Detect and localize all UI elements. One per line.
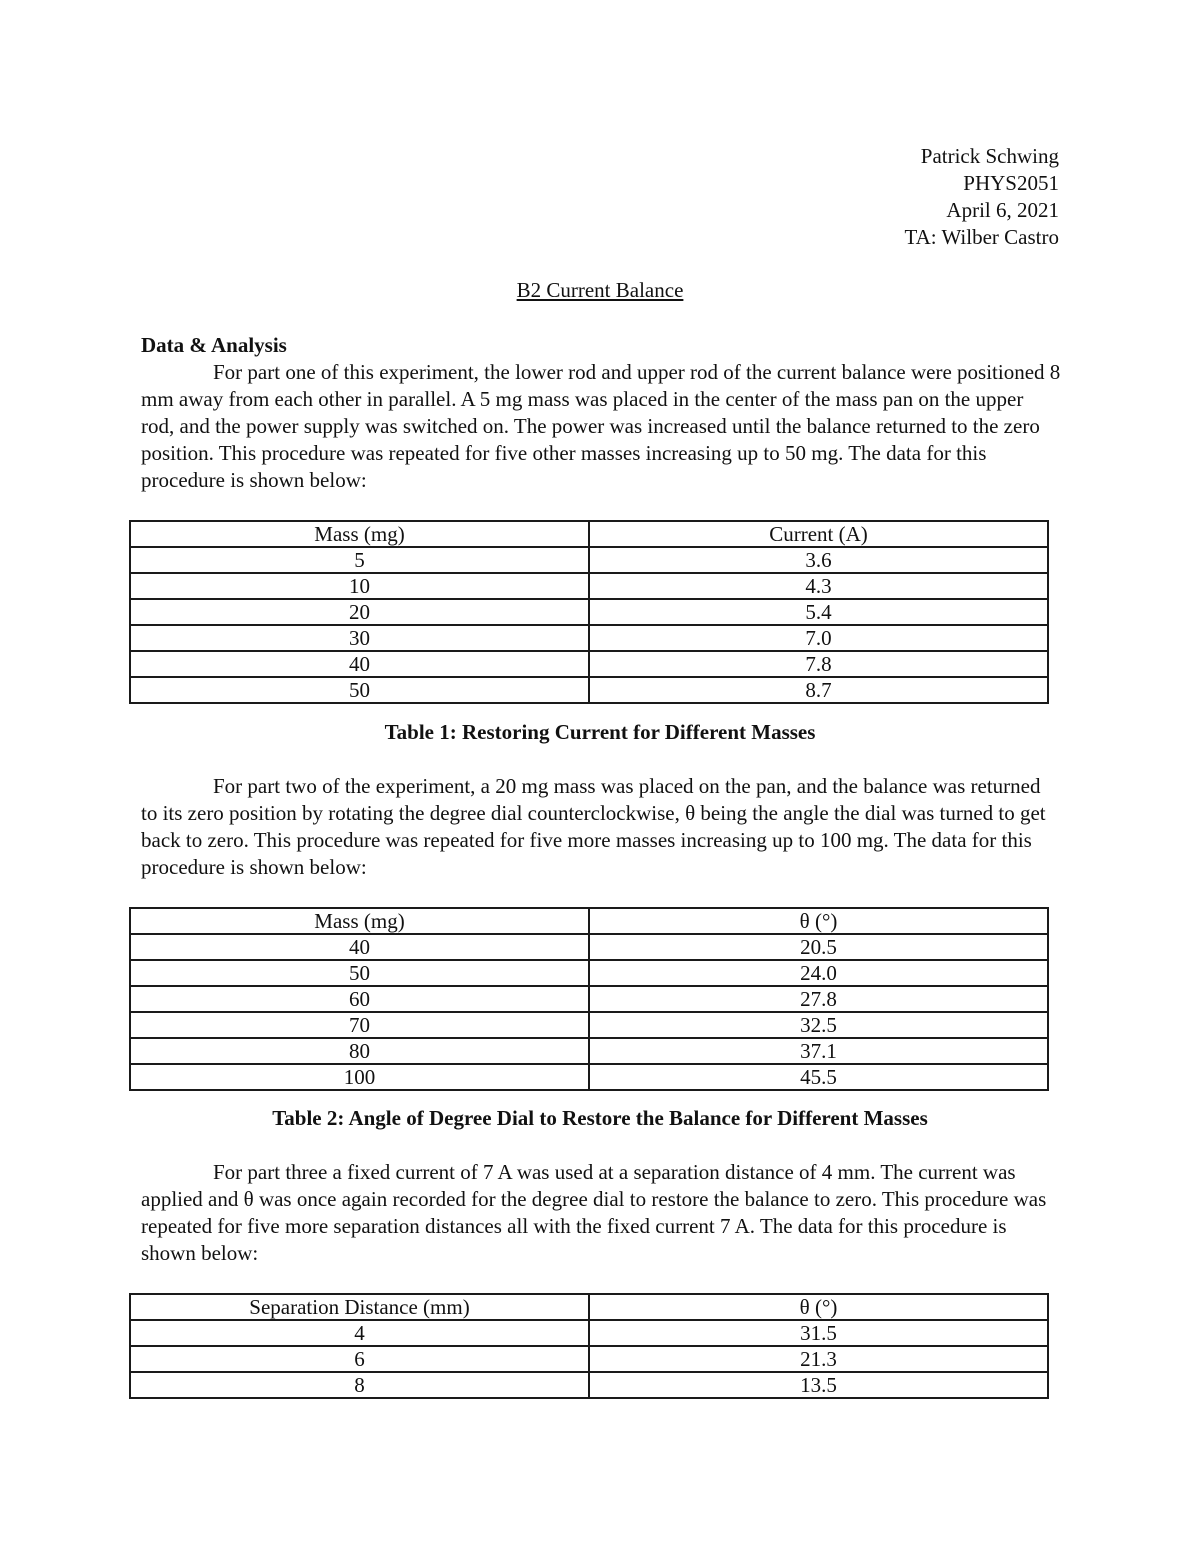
section-heading: Data & Analysis	[141, 333, 287, 357]
table-row	[130, 1372, 1048, 1398]
table-cell: 7.8	[589, 651, 1048, 677]
table-cell: 8.7	[589, 677, 1048, 703]
column-header: Current (A)	[589, 521, 1048, 547]
table-header-row	[130, 1294, 1048, 1320]
table-cell: 31.5	[589, 1320, 1048, 1346]
table-cell: 13.5	[589, 1372, 1048, 1398]
table-cell: 20.5	[589, 934, 1048, 960]
table-cell: 100	[130, 1064, 589, 1090]
column-header: Mass (mg)	[130, 521, 589, 547]
table-2-caption: Table 2: Angle of Degree Dial to Restore the Balance for Different Masses	[272, 1106, 928, 1130]
table-cell: 30	[130, 625, 589, 651]
course-code: PHYS2051	[963, 171, 1059, 195]
report-date: April 6, 2021	[946, 198, 1059, 222]
table-cell: 32.5	[589, 1012, 1048, 1038]
table-cell: 50	[130, 677, 589, 703]
table-cell: 70	[130, 1012, 589, 1038]
table-dial-angle-distance	[129, 1293, 1049, 1399]
table-cell: 7.0	[589, 625, 1048, 651]
table-cell: 40	[130, 934, 589, 960]
paragraph-part-three: For part three a fixed current of 7 A was used at a separation distance of 4 mm. The current was applied and θ was once again recorded for the degree dial to restore the balance to zero. This procedure was repeated for five more separation distances all with the fixed current 7 A. The data for this procedure is shown below:	[141, 1160, 1047, 1265]
table-cell: 4	[130, 1320, 589, 1346]
document-title: B2 Current Balance	[516, 278, 684, 302]
table-row	[130, 651, 1048, 677]
column-header: Mass (mg)	[130, 908, 589, 934]
table-cell: 3.6	[589, 547, 1048, 573]
table-cell: 80	[130, 1038, 589, 1064]
table-row	[130, 547, 1048, 573]
table-cell: 6	[130, 1346, 589, 1372]
table-cell: 45.5	[589, 1064, 1048, 1090]
table-cell: 4.3	[589, 573, 1048, 599]
table-cell: 8	[130, 1372, 589, 1398]
table-row	[130, 1012, 1048, 1038]
table-cell: 21.3	[589, 1346, 1048, 1372]
column-header: θ (°)	[589, 908, 1048, 934]
table-row	[130, 599, 1048, 625]
column-header: θ (°)	[589, 1294, 1048, 1320]
table-cell: 40	[130, 651, 589, 677]
paragraph-part-two: For part two of the experiment, a 20 mg mass was placed on the pan, and the balance was returned to its zero position by rotating the degree dial counterclockwise, θ being the angle the dial was turned to get back to zero. This procedure was repeated for five more masses increasing up to 100 mg. The data for this procedure is shown below:	[141, 774, 1046, 879]
table-header-row	[130, 908, 1048, 934]
table-cell: 50	[130, 960, 589, 986]
table-cell: 10	[130, 573, 589, 599]
author-name: Patrick Schwing	[920, 144, 1059, 168]
table-row	[130, 934, 1048, 960]
table-cell: 37.1	[589, 1038, 1048, 1064]
author-header	[904, 143, 1059, 251]
table-cell: 20	[130, 599, 589, 625]
table-row	[130, 986, 1048, 1012]
table-cell: 5	[130, 547, 589, 573]
table-cell: 5.4	[589, 599, 1048, 625]
table-row	[130, 1064, 1048, 1090]
table-row	[130, 573, 1048, 599]
table-row	[130, 1320, 1048, 1346]
table-row	[130, 960, 1048, 986]
paragraph-part-one: For part one of this experiment, the lower rod and upper rod of the current balance were positioned 8 mm away from each other in parallel. A 5 mg mass was placed in the center of the mass pan on the upper rod, and the power supply was switched on. The power was increased until the balance returned to the zero position. This procedure was repeated for five other masses increasing up to 50 mg. The data for this procedure is shown below:	[141, 360, 1061, 492]
table-row	[130, 677, 1048, 703]
table-restoring-current	[129, 520, 1049, 704]
table-1-caption: Table 1: Restoring Current for Different Masses	[384, 720, 816, 744]
table-cell: 27.8	[589, 986, 1048, 1012]
table-row	[130, 1346, 1048, 1372]
table-row	[130, 625, 1048, 651]
column-header: Separation Distance (mm)	[130, 1294, 589, 1320]
ta-name: TA: Wilber Castro	[904, 225, 1059, 249]
table-cell: 60	[130, 986, 589, 1012]
table-dial-angle-mass	[129, 907, 1049, 1091]
table-row	[130, 1038, 1048, 1064]
table-header-row	[130, 521, 1048, 547]
table-cell: 24.0	[589, 960, 1048, 986]
